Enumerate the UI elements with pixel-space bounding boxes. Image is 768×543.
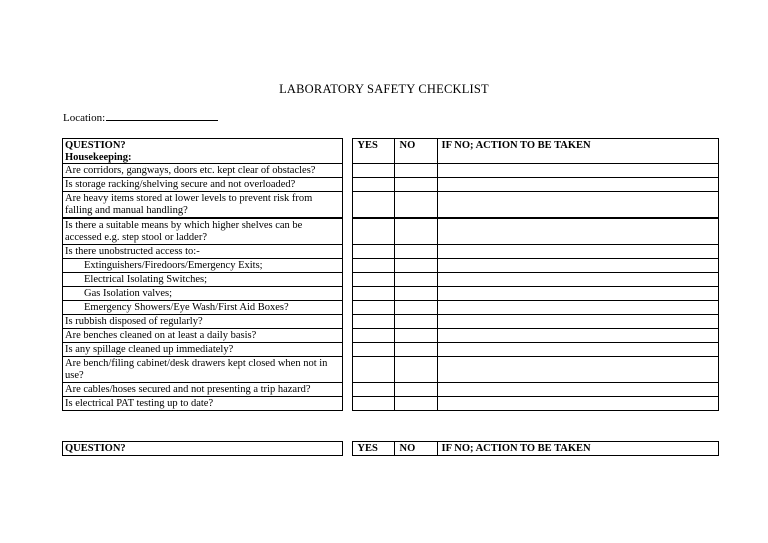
no-cell[interactable] (395, 343, 437, 357)
yes-cell[interactable] (353, 273, 395, 287)
location-blank-line[interactable] (106, 110, 218, 121)
no-cell[interactable] (395, 218, 437, 245)
question-header: QUESTION? Housekeeping: (63, 139, 343, 164)
question-header: QUESTION? (63, 442, 343, 456)
yes-cell[interactable] (353, 343, 395, 357)
yes-cell[interactable] (353, 164, 395, 178)
action-cell[interactable] (437, 383, 718, 397)
no-cell[interactable] (395, 383, 437, 397)
action-cell[interactable] (437, 397, 718, 411)
action-cell[interactable] (437, 315, 718, 329)
table-row: Are bench/filing cabinet/desk drawers kept closed when not in use? (63, 357, 719, 383)
action-cell[interactable] (437, 259, 718, 273)
action-cell[interactable] (437, 178, 718, 192)
yes-cell[interactable] (353, 383, 395, 397)
yes-cell[interactable] (353, 192, 395, 219)
yes-cell[interactable] (353, 178, 395, 192)
yes-header: YES (353, 442, 395, 456)
table-row: Is rubbish disposed of regularly? (63, 315, 719, 329)
action-cell[interactable] (437, 357, 718, 383)
no-cell[interactable] (395, 259, 437, 273)
section-housekeeping: Housekeeping: (65, 151, 132, 163)
table-row: Are cables/hoses secured and not presenting a trip hazard? (63, 383, 719, 397)
no-cell[interactable] (395, 301, 437, 315)
location-field[interactable] (63, 110, 218, 124)
no-header: NO (395, 139, 437, 164)
yes-cell[interactable] (353, 397, 395, 411)
table-row: Is electrical PAT testing up to date? (63, 397, 719, 411)
table-row: Are corridors, gangways, doors etc. kept clear of obstacles? (63, 164, 719, 178)
header-row (63, 139, 719, 164)
header-row (63, 442, 719, 456)
no-cell[interactable] (395, 315, 437, 329)
yes-cell[interactable] (353, 245, 395, 259)
page-title: LABORATORY SAFETY CHECKLIST (279, 82, 489, 96)
table-row: Gas Isolation valves; (63, 287, 719, 301)
checklist-table (62, 138, 719, 411)
checklist-table-continued (62, 441, 719, 456)
no-cell[interactable] (395, 329, 437, 343)
yes-cell[interactable] (353, 218, 395, 245)
table-row: Extinguishers/Firedoors/Emergency Exits; (63, 259, 719, 273)
no-cell[interactable] (395, 357, 437, 383)
action-header: IF NO; ACTION TO BE TAKEN (437, 442, 718, 456)
yes-header: YES (353, 139, 395, 164)
no-cell[interactable] (395, 245, 437, 259)
table-row: Is there a suitable means by which higher shelves can be accessed e.g. step stool or ladder? (63, 218, 719, 245)
table-row: Emergency Showers/Eye Wash/First Aid Boxes? (63, 301, 719, 315)
no-cell[interactable] (395, 273, 437, 287)
table-row: Is there unobstructed access to:- (63, 245, 719, 259)
location-label: Location: (63, 112, 106, 124)
table-row: Are heavy items stored at lower levels to prevent risk from falling and manual handling? (63, 192, 719, 219)
yes-cell[interactable] (353, 315, 395, 329)
no-cell[interactable] (395, 397, 437, 411)
action-cell[interactable] (437, 245, 718, 259)
action-cell[interactable] (437, 164, 718, 178)
action-cell[interactable] (437, 192, 718, 219)
table-row: Is any spillage cleaned up immediately? (63, 343, 719, 357)
no-cell[interactable] (395, 164, 437, 178)
action-cell[interactable] (437, 329, 718, 343)
action-cell[interactable] (437, 301, 718, 315)
yes-cell[interactable] (353, 259, 395, 273)
action-header: IF NO; ACTION TO BE TAKEN (437, 139, 718, 164)
yes-cell[interactable] (353, 357, 395, 383)
no-cell[interactable] (395, 287, 437, 301)
yes-cell[interactable] (353, 287, 395, 301)
no-cell[interactable] (395, 178, 437, 192)
no-header: NO (395, 442, 437, 456)
action-cell[interactable] (437, 343, 718, 357)
yes-cell[interactable] (353, 329, 395, 343)
table-row: Is storage racking/shelving secure and not overloaded? (63, 178, 719, 192)
action-cell[interactable] (437, 287, 718, 301)
yes-cell[interactable] (353, 301, 395, 315)
no-cell[interactable] (395, 192, 437, 219)
table-row: Electrical Isolating Switches; (63, 273, 719, 287)
action-cell[interactable] (437, 218, 718, 245)
table-row: Are benches cleaned on at least a daily basis? (63, 329, 719, 343)
action-cell[interactable] (437, 273, 718, 287)
